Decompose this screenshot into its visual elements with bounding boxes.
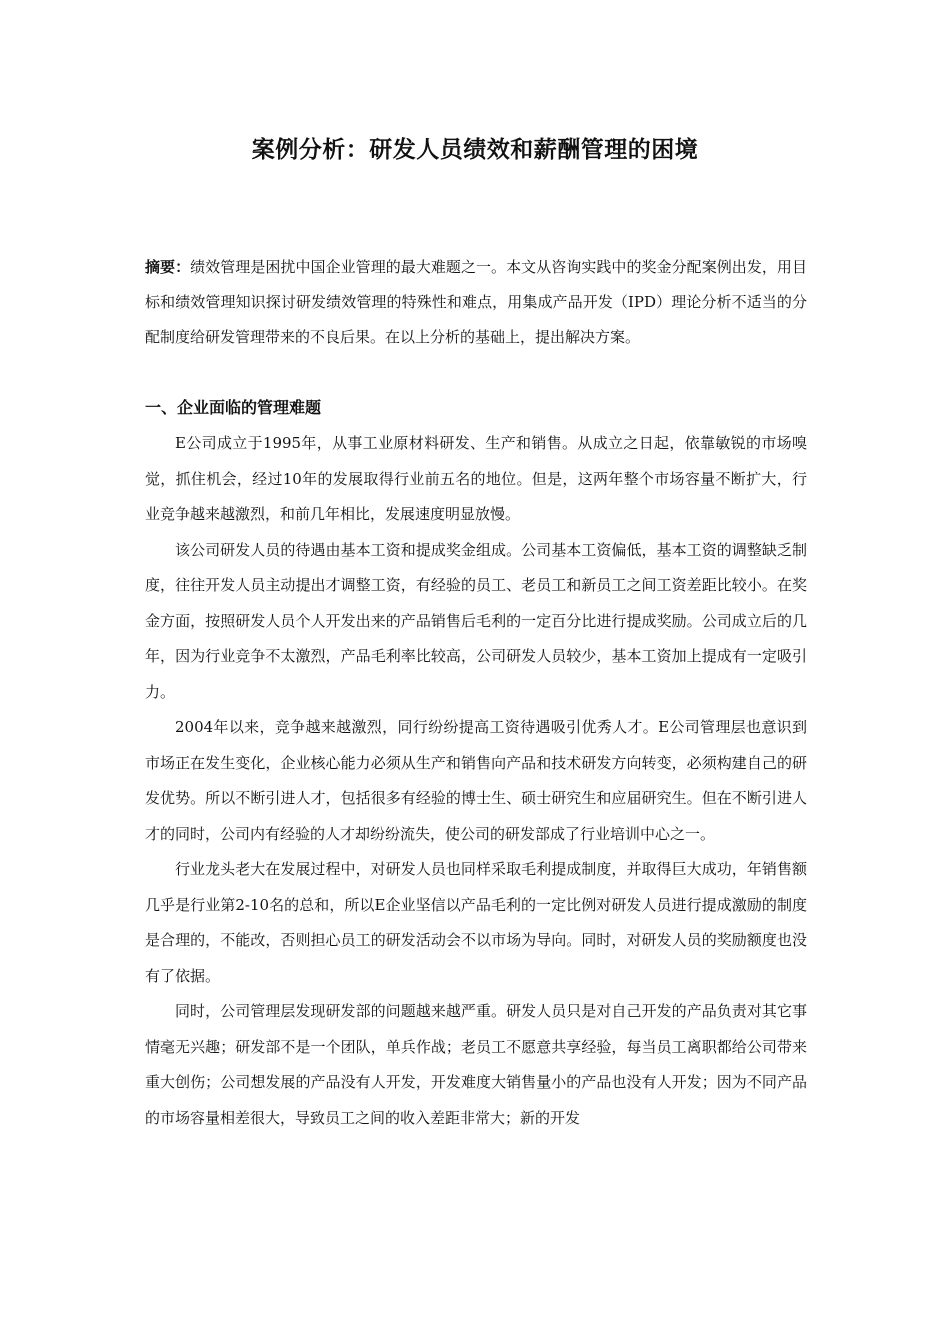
section-heading: 一、企业面临的管理难题 xyxy=(145,398,322,417)
abstract-label: 摘要： xyxy=(145,258,191,276)
abstract-text: 绩效管理是困扰中国企业管理的最大难题之一。本文从咨询实践中的奖金分配案例出发，用目标和绩效管理知识探讨研发绩效管理的特殊性和难点，用集成产品开发（IPD）理论分析不适当的分配制度给研发管理带来的不良后果。在以上分析的基础上，提出解决方案。 xyxy=(145,258,807,346)
paragraph-2: 该公司研发人员的待遇由基本工资和提成奖金组成。公司基本工资偏低，基本工资的调整缺乏制度，往往开发人员主动提出才调整工资，有经验的员工、老员工和新员工之间工资差距比较小。在奖金方面，按照研发人员个人开发出来的产品销售后毛利的一定百分比进行提成奖励。公司成立后的几年，因为行业竞争不太激烈，产品毛利率比较高，公司研发人员较少，基本工资加上提成有一定吸引力。 xyxy=(145,540,807,701)
section-body xyxy=(145,426,807,1136)
document-title: 案例分析：研发人员绩效和薪酬管理的困境 xyxy=(251,137,699,163)
paragraph-4: 行业龙头老大在发展过程中，对研发人员也同样采取毛利提成制度，并取得巨大成功，年销售额几乎是行业第2-10名的总和，所以E企业坚信以产品毛利的一定比例对研发人员进行提成激励的制度是合理的，不能改，否则担心员工的研发活动会不以市场为导向。同时，对研发人员的奖励额度也没有了依据。 xyxy=(145,860,807,985)
paragraph-1: E公司成立于1995年，从事工业原材料研发、生产和销售。从成立之日起，依靠敏锐的市场嗅觉，抓住机会，经过10年的发展取得行业前五名的地位。但是，这两年整个市场容量不断扩大，行业竞争越来越激烈，和前几年相比，发展速度明显放慢。 xyxy=(145,434,807,523)
paragraph-3: 2004年以来，竞争越来越激烈，同行纷纷提高工资待遇吸引优秀人才。E公司管理层也意识到市场正在发生变化，企业核心能力必须从生产和销售向产品和技术研发方向转变，必须构建自己的研发优势。所以不断引进人才，包括很多有经验的博士生、硕士研究生和应届研究生。但在不断引进人才的同时，公司内有经验的人才却纷纷流失，使公司的研发部成了行业培训中心之一。 xyxy=(145,718,807,843)
abstract xyxy=(145,250,807,355)
paragraph-5: 同时，公司管理层发现研发部的问题越来越严重。研发人员只是对自己开发的产品负责对其它事情毫无兴趣；研发部不是一个团队，单兵作战；老员工不愿意共享经验，每当员工离职都给公司带来重大创伤；公司想发展的产品没有人开发，开发难度大销售量小的产品也没有人开发；因为不同产品的市场容量相差很大，导致员工之间的收入差距非常大；新的开发 xyxy=(145,1002,807,1127)
